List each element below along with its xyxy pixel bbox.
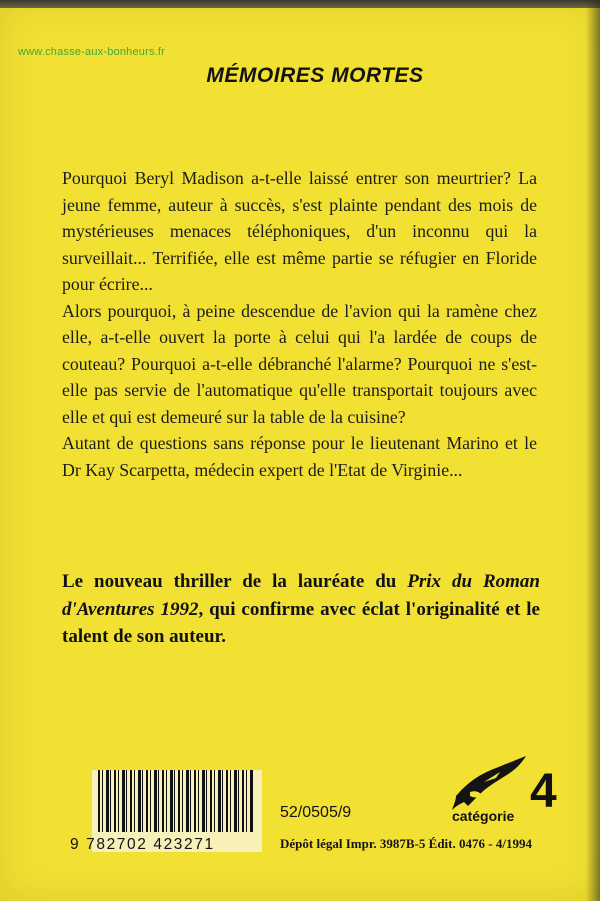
masque-quill-icon (450, 752, 528, 814)
category-label: catégorie (452, 808, 515, 824)
depot-legal: Dépôt légal Impr. 3987B-5 Édit. 0476 - 4/1994 (280, 836, 532, 851)
summary-text (62, 165, 537, 483)
tagline (62, 568, 540, 651)
top-edge (0, 0, 600, 8)
summary-paragraph-2: Alors pourquoi, à peine descendue de l'avion qui la ramène chez elle, a-t-elle ouvert la porte à celui qui l'a lardée de coups de couteau? Pourquoi a-t-elle débranché l'alarme? Pourquoi ne s'est-elle pas servie de l'automatique qu'elle transportait toujours avec elle et qui est demeuré sur la table de la cuisine? (62, 300, 537, 427)
isbn-number: 9 782702 423271 (70, 836, 215, 853)
tagline-prize: Prix du Roman d'Aventures 1992 (62, 571, 540, 620)
tagline-part-2: , qui confirme avec éclat l'originalité et le talent de son auteur. (62, 598, 540, 647)
tagline-part-1: Le nouveau thriller de la lauréate du (62, 571, 408, 592)
website-watermark[interactable]: www.chasse-aux-bonheurs.fr (18, 46, 166, 58)
right-edge-shadow (586, 0, 600, 901)
category-number: 4 (530, 765, 557, 818)
catalog-reference: 52/0505/9 (280, 804, 352, 821)
book-title: MÉMOIRES MORTES (206, 64, 424, 87)
barcode-bars (98, 770, 254, 832)
summary-paragraph-3: Autant de questions sans réponse pour le lieutenant Marino et le Dr Kay Scarpetta, médecin expert de l'Etat de Virginie... (62, 433, 537, 480)
summary-paragraph-1: Pourquoi Beryl Madison a-t-elle laissé entrer son meurtrier? La jeune femme, auteur à succès, s'est plainte pendant des mois de mystérieuses menaces téléphoniques, d'un inconnu qui la surveillait... Terrifiée, elle est même partie se réfugier en Floride pour écrire... (62, 168, 537, 294)
